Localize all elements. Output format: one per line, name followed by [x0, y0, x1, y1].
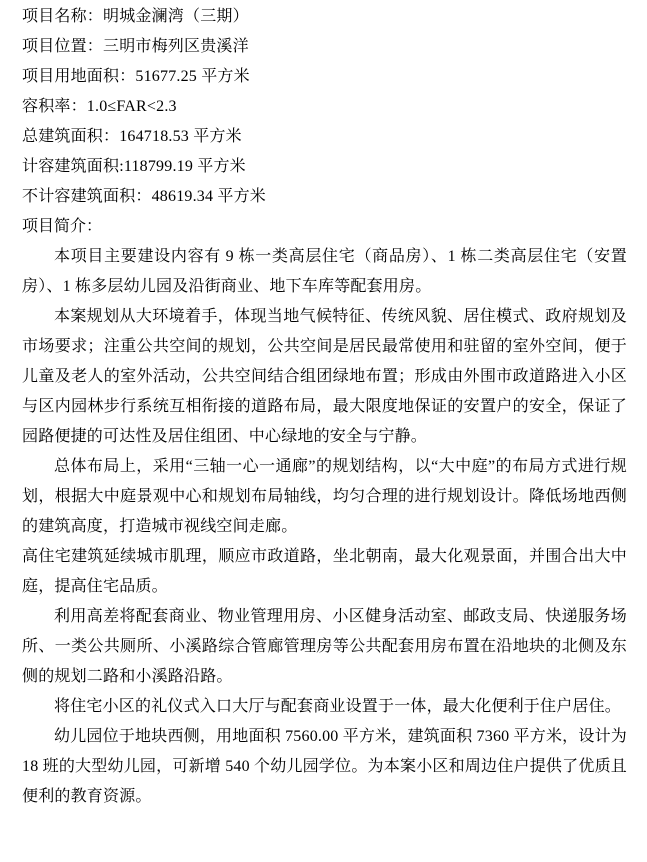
- field-project-name: 项目名称：明城金澜湾（三期）: [22, 8, 249, 25]
- paragraph-entrance-hall: 将住宅小区的礼仪式入口大厅与配套商业设置于一体，最大化便利于住户居住。: [54, 698, 622, 715]
- field-land-area: 项目用地面积：51677.25 平方米: [22, 68, 250, 85]
- paragraph-supporting-facilities: 利用高差将配套商业、物业管理用房、小区健身活动室、邮政支局、快递服务场所、一类公共厕所、小溪路综合管廊管理房等公共配套用房布置在沿地块的北侧及东侧的规划二路和小溪路沿路。: [22, 608, 627, 685]
- field-uncounted-floor-area: 不计容建筑面积：48619.34 平方米: [22, 188, 267, 205]
- paragraph-residential-buildings: 高住宅建筑延续城市肌理，顺应市政道路，坐北朝南，最大化观景面，并围合出大中庭，提高住宅品质。: [22, 548, 627, 595]
- paragraph-planning-concept: 本案规划从大环境着手，体现当地气候特征、传统风貌、居住模式、政府规划及市场要求；注重公共空间的规划，公共空间是居民最常使用和驻留的室外空间，便于儿童及老人的室外活动，公共空间结合组团绿地布置；形成由外围市政道路进入小区与区内园林步行系统互相衔接的道路布局，最大限度地保证的安置户的安全，保证了园路便捷的可达性及居住组团、中心绿地的安全与宁静。: [22, 308, 627, 445]
- field-counted-floor-area: 计容建筑面积:118799.19 平方米: [22, 158, 246, 175]
- field-project-location: 项目位置：三明市梅列区贵溪洋: [22, 38, 249, 55]
- field-floor-area-ratio: 容积率：1.0≤FAR<2.3: [22, 98, 177, 115]
- field-total-floor-area: 总建筑面积：164718.53 平方米: [22, 128, 242, 145]
- paragraph-construction-overview: 本项目主要建设内容有 9 栋一类高层住宅（商品房）、1 栋二类高层住宅（安置房）、1 栋多层幼儿园及沿街商业、地下车库等配套用房。: [22, 248, 627, 295]
- paragraph-overall-layout: 总体布局上，采用“三轴一心一通廊”的规划结构，以“大中庭”的布局方式进行规划，根据大中庭景观中心和规划布局轴线，均匀合理的进行规划设计。降低场地西侧的建筑高度，打造城市视线空间走廊。: [22, 458, 627, 535]
- section-heading-project-intro: 项目简介：: [22, 218, 103, 235]
- paragraph-kindergarten: 幼儿园位于地块西侧，用地面积 7560.00 平方米，建筑面积 7360 平方米，设计为 18 班的大型幼儿园，可新增 540 个幼儿园学位。为本案小区和周边住户提供了优质且便利的教育资源。: [22, 728, 627, 805]
